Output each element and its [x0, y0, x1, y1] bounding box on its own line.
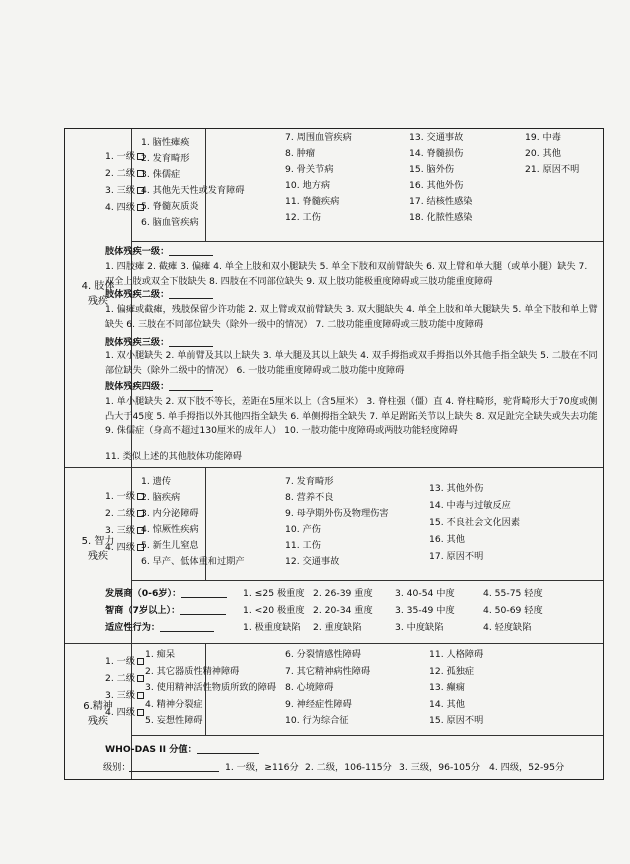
- cause-item: 9. 神经症性障碍: [285, 698, 352, 710]
- cause-item: 15. 脑外伤: [409, 164, 455, 175]
- cause-item: 4. 精神分裂症: [145, 698, 203, 710]
- grade-label: 3. 三级: [105, 690, 136, 701]
- cause-item: 12. 交通事故: [285, 556, 340, 567]
- adapt-level-4: 4. 轻度缺陷: [483, 622, 532, 633]
- limb-grade4-title: 肢体残疾四级：: [105, 381, 213, 392]
- limb-grade2-title: 肢体残疾二级：: [105, 289, 213, 300]
- intellect-causes-col2: [285, 476, 389, 572]
- divider-limb-intellect: [65, 467, 603, 468]
- cause-item: 8. 肿瘤: [285, 148, 316, 159]
- cause-item: 13. 癫痫: [429, 682, 465, 693]
- iq-level-1: 1. <20 极重度: [243, 605, 305, 616]
- cause-item: 13. 其他外伤: [429, 483, 484, 494]
- divider-intellect-mental: [65, 643, 603, 644]
- mental-causes-col2: [285, 649, 370, 732]
- cause-item: 2. 脑疾病: [141, 492, 181, 503]
- cause-item: 11. 人格障碍: [429, 649, 484, 660]
- cause-item: 17. 原因不明: [429, 551, 484, 562]
- disability-form-table: [64, 128, 604, 780]
- cause-item: 14. 脊髓损伤: [409, 148, 464, 159]
- limb-grade1-blank[interactable]: [169, 246, 213, 256]
- cause-item: 3. 侏儒症: [141, 169, 181, 180]
- cause-item: 7. 周围血管疾病: [285, 132, 352, 143]
- divider-mental-detail: [131, 735, 603, 736]
- cause-item: 16. 其他: [429, 534, 465, 545]
- grade-label: 2. 二级: [105, 508, 136, 519]
- cause-item: 19. 中毒: [525, 132, 561, 143]
- cause-item: 12. 孤独症: [429, 665, 475, 677]
- whodas-label: WHO-DAS II 分值：: [105, 744, 197, 755]
- whodas-grade-blank-row: [129, 762, 219, 773]
- limb-grade2-blank[interactable]: [169, 289, 213, 299]
- whodas-level-4: 4. 四级，52-95分: [489, 762, 565, 773]
- cause-item: 7. 发育畸形: [285, 476, 334, 487]
- checkbox[interactable]: [137, 658, 144, 665]
- iq-blank[interactable]: [180, 605, 226, 615]
- grade-label: 4. 四级: [105, 542, 136, 553]
- cause-item: 14. 其他: [429, 698, 465, 710]
- iq-level-3: 3. 35-49 中度: [395, 605, 455, 616]
- intellect-causes-col3: [429, 483, 520, 568]
- whodas-level-1: 1. 一级，≥116分: [225, 762, 299, 773]
- cause-item: 5. 妄想性障碍: [145, 715, 203, 726]
- cause-item: 1. 遗传: [141, 476, 172, 487]
- cause-item: 17. 结核性感染: [409, 196, 473, 207]
- checkbox[interactable]: [137, 675, 144, 682]
- dq-level-3: 3. 40-54 中度: [395, 588, 455, 599]
- limb-grade1-title: 肢体残疾一级：: [105, 246, 213, 257]
- iq-label-row: [105, 605, 226, 616]
- grade-label: 4. 四级: [105, 707, 136, 718]
- limb-grade4-text: 1. 单小腿缺失 2. 双下肢不等长，差距在5厘米以上（含5厘米） 3. 脊柱强（僵）直 4. 脊柱畸形，驼背畸形大于70度或侧凸大于45度 5. 单手拇指以外其他四指全缺失 6. 单侧拇指全缺失 7. 单足跗跖关节以上缺失 8. 双足趾完全缺失或失去功能 9. 侏儒症（身高不超过130厘米的成年人） 10. 一肢功能中度障碍或两肢功能轻度障碍: [105, 396, 598, 436]
- dq-level-4: 4. 55-75 轻度: [483, 588, 543, 599]
- limb-grade2-text: 1. 偏瘫或截瘫，残肢保留少许功能 2. 双上臂或双前臂缺失 3. 双大腿缺失 4. 单全上肢和单大腿缺失 5. 单全下肢和单上臂缺失 6. 三肢在不同部位缺失（除外一级中的情况） 7. 二肢功能重度障碍或三肢功能中度障碍: [105, 304, 598, 330]
- grade-label: 2. 二级: [105, 673, 136, 684]
- dq-blank[interactable]: [181, 588, 227, 598]
- cause-item: 21. 原因不明: [525, 164, 580, 175]
- limb-grade3-title: 肢体残疾三级：: [105, 337, 213, 348]
- cause-item: 8. 心境障碍: [285, 682, 334, 693]
- whodas-blank[interactable]: [197, 744, 259, 754]
- cause-item: 5. 新生儿窒息: [141, 540, 199, 551]
- whodas-label-row: [105, 744, 259, 755]
- cause-item: 10. 行为综合征: [285, 715, 349, 726]
- limb-grade1-text: 1. 四肢瘫 2. 截瘫 3. 偏瘫 4. 单全上肢和双小腿缺失 5. 单全下肢和双前臂缺失 6. 双上臂和单大腿（或单小腿）缺失 7. 双全上肢或双全下肢缺失 8. 四肢在不同部位缺失 9. 双上肢功能极重度障碍或三肢功能重度障碍: [105, 261, 588, 287]
- cause-item: 4. 惊厥性疾病: [141, 524, 199, 535]
- divider-limb-detail: [131, 241, 603, 242]
- cause-item: 9. 母孕期外伤及物理伤害: [285, 508, 389, 519]
- cause-item: 15. 不良社会文化因素: [429, 517, 521, 528]
- adapt-level-2: 2. 重度缺陷: [313, 622, 362, 633]
- intellect-causes-col1: [141, 476, 245, 572]
- checkbox[interactable]: [137, 709, 144, 716]
- dq-label-row: [105, 588, 227, 599]
- intellect-label-line2: 残疾: [88, 551, 108, 562]
- limb-grade3-text: 1. 双小腿缺失 2. 单前臂及其以上缺失 3. 单大腿及其以上缺失 4. 双手拇指或双手拇指以外其他手指全缺失 5. 二肢在不同部位缺失（除外二级中的情况） 6. 一肢功能重度障碍或二肢功能中度障碍: [105, 350, 598, 376]
- divider-intellect-detail: [131, 580, 603, 581]
- whodas-grade-prefix: 级别：: [103, 762, 131, 773]
- iq-level-4: 4. 50-69 轻度: [483, 605, 543, 616]
- whodas-level-2: 2. 二级，106-115分: [305, 762, 392, 773]
- adapt-blank[interactable]: [160, 622, 214, 632]
- cause-item: 20. 其他: [525, 148, 561, 159]
- limb-label-line2: 残疾: [88, 296, 108, 307]
- grade-label: 1. 一级: [105, 656, 136, 667]
- cause-item: 12. 工伤: [285, 212, 321, 223]
- grade-label: 2. 二级: [105, 168, 136, 179]
- cause-item: 6. 早产、低体重和过期产: [141, 556, 245, 567]
- adapt-level-1: 1. 极重度缺陷: [243, 622, 301, 633]
- cause-item: 11. 脊髓疾病: [285, 196, 340, 207]
- iq-level-2: 2. 20-34 重度: [313, 605, 373, 616]
- cause-item: 8. 营养不良: [285, 492, 334, 503]
- limb-causes-col1: [141, 137, 245, 233]
- grade-label: 4. 四级: [105, 202, 136, 213]
- cause-item: 7. 其它精神病性障碍: [285, 665, 371, 677]
- cause-item: 10. 地方病: [285, 180, 331, 191]
- grade-label: 1. 一级: [105, 151, 136, 162]
- grade-label: 3. 三级: [105, 185, 136, 196]
- whodas-grade-blank[interactable]: [129, 762, 219, 772]
- cause-item: 2. 发育畸形: [141, 153, 190, 164]
- cause-item: 10. 产伤: [285, 524, 321, 535]
- limb-label-line1: 4. 肢体: [81, 281, 115, 292]
- cause-item: 9. 骨关节病: [285, 164, 334, 175]
- limb-grade4-blank[interactable]: [169, 381, 213, 391]
- checkbox[interactable]: [137, 692, 144, 699]
- intellect-label-line1: 5. 智力: [81, 536, 115, 547]
- adapt-level-3: 3. 中度缺陷: [395, 622, 444, 633]
- mental-causes-col3: [429, 649, 483, 732]
- limb-causes-col3: [409, 132, 472, 228]
- grade-label: 1. 一级: [105, 491, 136, 502]
- cause-item: 2. 其它器质性精神障碍: [145, 665, 240, 677]
- cause-item: 11. 工伤: [285, 540, 321, 551]
- limb-causes-col4: [525, 132, 579, 180]
- limb-grade3-blank[interactable]: [169, 337, 213, 347]
- cause-item: 4. 其他先天性或发育障碍: [141, 185, 245, 196]
- mental-label-line2: 残疾: [88, 716, 108, 727]
- cause-item: 6. 分裂情感性障碍: [285, 649, 361, 660]
- limb-causes-col2: [285, 132, 352, 228]
- adapt-label: 适应性行为：: [105, 622, 161, 633]
- dq-label: 发展商（0-6岁）：: [105, 588, 182, 599]
- whodas-level-3: 3. 三级，96-105分: [399, 762, 480, 773]
- cause-item: 3. 内分泌障碍: [141, 508, 199, 519]
- cause-item: 13. 交通事故: [409, 132, 464, 143]
- mental-causes-col1: [145, 649, 276, 732]
- dq-level-2: 2. 26-39 重度: [313, 588, 373, 599]
- mental-label-line1: 6.精神: [83, 701, 113, 712]
- limb-grade4-item11: 11. 类似上述的其他肢体功能障碍: [105, 451, 242, 462]
- cause-item: 5. 脊髓灰质炎: [141, 201, 199, 212]
- cause-item: 16. 其他外伤: [409, 180, 464, 191]
- cause-item: 6. 脑血管疾病: [141, 217, 199, 228]
- dq-level-1: 1. ≤25 极重度: [243, 588, 305, 599]
- cause-item: 1. 脑性瘫痪: [141, 137, 190, 148]
- cause-item: 15. 原因不明: [429, 715, 484, 726]
- cause-item: 14. 中毒与过敏反应: [429, 500, 511, 511]
- iq-label: 智商（7岁以上）：: [105, 605, 181, 616]
- cause-item: 3. 使用精神活性物质所致的障碍: [145, 682, 277, 693]
- cause-item: 1. 痴呆: [145, 649, 176, 660]
- cause-item: 18. 化脓性感染: [409, 212, 473, 223]
- adapt-label-row: [105, 622, 214, 633]
- grade-label: 3. 三级: [105, 525, 136, 536]
